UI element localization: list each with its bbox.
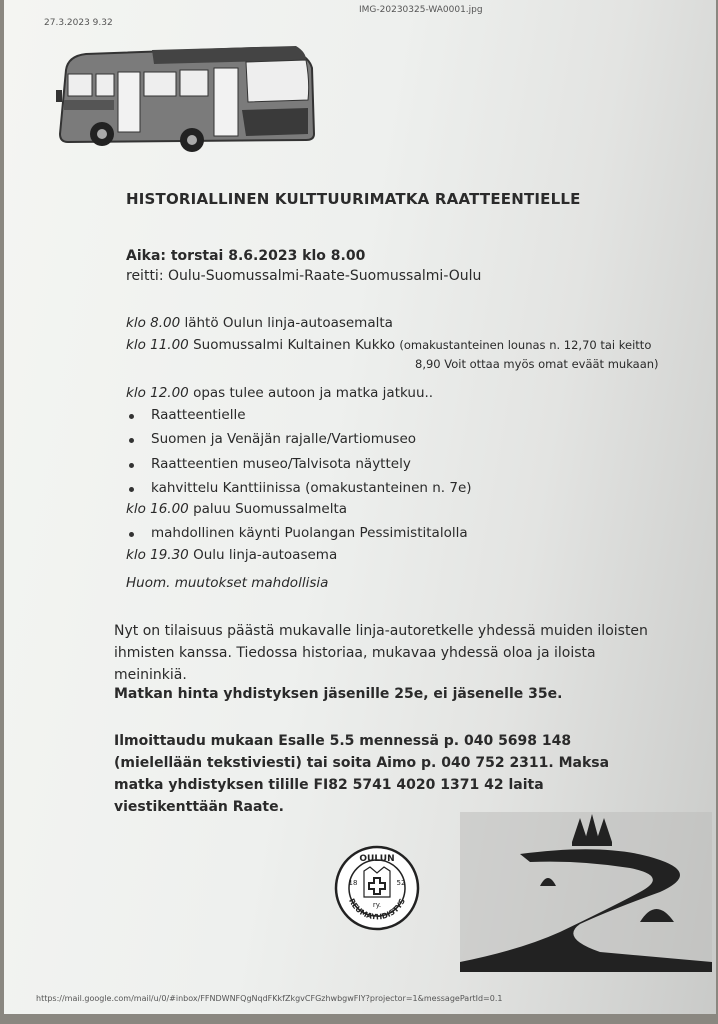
note-changes: Huom. muutokset mahdollisia	[126, 575, 329, 591]
document-page	[4, 0, 716, 1014]
schedule-note-cont: 8,90 Voit ottaa myös omat eväät mukaan)	[415, 357, 659, 371]
schedule-item	[126, 501, 347, 517]
schedule-time: klo 8.00	[126, 315, 181, 331]
association-logo-icon	[334, 845, 420, 931]
schedule-time: klo 12.00	[126, 385, 189, 401]
trip-route: reitti: Oulu-Suomussalmi-Raate-Suomussalmi-Oulu	[126, 268, 482, 284]
schedule-text: Suomussalmi Kultainen Kukko	[188, 337, 400, 353]
trip-date: Aika: torstai 8.6.2023 klo 8.00	[126, 248, 366, 264]
price-text: Matkan hinta yhdistyksen jäsenille 25e, ei jäsenelle 35e.	[114, 686, 563, 702]
signup-paragraph: Ilmoittaudu mukaan Esalle 5.5 mennessä p. 040 5698 148 (mielellään tekstiviesti) tai soita Aimo p. 040 752 2311. Maksa matka yhdistyksen tilille FI82 5741 4020 1371 42 laita viestikenttään Raate.	[114, 733, 610, 815]
schedule-time: klo 16.00	[126, 501, 189, 517]
schedule-note: (omakustanteinen lounas n. 12,70 tai keitto	[399, 338, 652, 352]
road-trees-illustration-icon	[460, 812, 712, 972]
schedule-item	[126, 315, 393, 331]
schedule-item	[126, 547, 337, 563]
schedule-text: Oulu linja-autoasema	[188, 547, 338, 563]
logo-left-text: 18	[348, 879, 358, 887]
schedule-text: lähtö Oulun linja-autoasemalta	[180, 315, 393, 331]
bus-illustration-icon	[56, 42, 318, 162]
list-item: Raatteentien museo/Talvisota näyttely	[151, 456, 411, 472]
page-title: HISTORIALLINEN KULTTUURIMATKA RAATTEENTIELLE	[126, 190, 581, 208]
schedule-item	[126, 385, 433, 401]
list-item: kahvittelu Kanttiinissa (omakustanteinen n. 7e)	[151, 480, 472, 496]
list-item: Suomen ja Venäjän rajalle/Vartiomuseo	[151, 431, 417, 447]
schedule-text: opas tulee autoon ja matka jatkuu..	[188, 385, 434, 401]
schedule-item	[126, 337, 651, 353]
schedule-time: klo 19.30	[126, 547, 189, 563]
list-item: Raatteentielle	[151, 407, 246, 423]
footer-url: https://mail.google.com/mail/u/0/#inbox/FFNDWNFQgNqdFKkfZkgvCFGzhwbgwFIY?projector=1&messagePartId=0.1	[36, 994, 503, 1003]
intro-paragraph: Nyt on tilaisuus päästä mukavalle linja-autoretkelle yhdessä muiden iloisten ihmisten kanssa. Tiedossa historiaa, mukavaa yhdessä oloa ja iloista meininkiä.	[114, 623, 648, 683]
logo-mid-text: ry.	[372, 901, 382, 909]
logo-right-text: 52	[396, 879, 406, 887]
print-date: 27.3.2023 9.32	[44, 18, 113, 28]
schedule-time: klo 11.00	[126, 337, 189, 353]
logo-bottom-text: REUMAYHDISTYS	[347, 897, 407, 922]
list-item: mahdollinen käynti Puolangan Pessimistitalolla	[151, 525, 468, 541]
schedule-text: paluu Suomussalmelta	[188, 501, 348, 517]
print-filename: IMG-20230325-WA0001.jpg	[359, 5, 483, 15]
logo-top-text: OULUN	[359, 854, 395, 864]
